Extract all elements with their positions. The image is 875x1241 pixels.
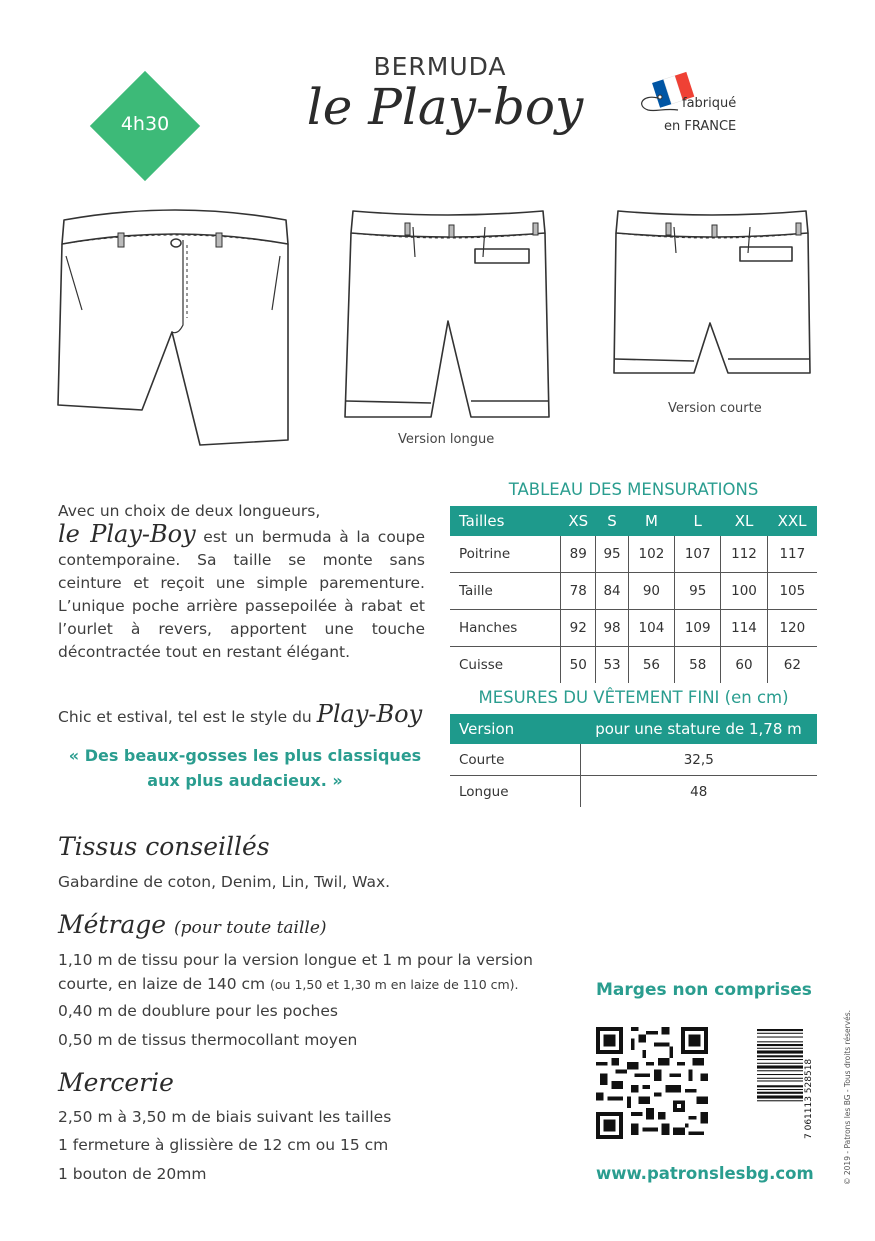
measurement-value: 62	[783, 657, 801, 673]
measurement-value: 90	[628, 573, 674, 610]
barcode-bar	[757, 1100, 803, 1101]
measurement-value: 53	[596, 647, 628, 684]
yardage-heading-text: Métrage	[58, 910, 167, 939]
style-line-brand: Play-Boy	[316, 700, 423, 728]
version-name: Courte	[450, 744, 580, 776]
size-header-cell: S	[596, 506, 628, 536]
size-table-row	[450, 573, 817, 610]
measurement-value: 89	[561, 536, 596, 573]
yardage-heading	[58, 910, 327, 939]
finished-length-value: 32,5	[580, 744, 817, 776]
yardage-line2-main: courte, en laize de 140 cm	[58, 975, 271, 993]
finished-header-cell: pour une stature de 1,78 m	[580, 714, 817, 744]
size-table-title: TABLEAU DES MENSURATIONS	[508, 480, 759, 499]
barcode-bar	[757, 1074, 803, 1075]
seam-allowance-note: Marges non comprises	[596, 980, 812, 1000]
measurement-value: 112	[721, 536, 767, 573]
measurement-value: 120	[767, 610, 817, 647]
tagline-quote	[60, 743, 430, 793]
barcode-bar	[757, 1080, 803, 1081]
yardage-heading-note: (pour toute taille)	[174, 918, 327, 938]
barcode-bar	[757, 1041, 803, 1042]
finished-header-cell: Version	[450, 714, 580, 744]
barcode-bar	[757, 1065, 803, 1068]
size-header-label: Tailles	[450, 506, 561, 536]
finished-table-title: MESURES DU VÊTEMENT FINI (en cm)	[478, 688, 789, 707]
size-header-cell: XXL	[767, 506, 817, 536]
brand-name: le Play-Boy	[58, 520, 196, 548]
website-link[interactable]: www.patronslesbg.com	[596, 1164, 814, 1183]
made-in-country: en FRANCE	[664, 119, 737, 134]
measurement-name: Poitrine	[450, 536, 561, 573]
size-table	[450, 506, 817, 683]
barcode-bar	[757, 1085, 803, 1087]
measurement-value: 107	[675, 536, 721, 573]
measurement-value: 78	[561, 573, 596, 610]
measurement-value: 102	[628, 536, 674, 573]
style-line-text: Chic et estival, tel est le style du	[58, 708, 317, 726]
measurement-value: 98	[596, 610, 628, 647]
notions-line2: 1 fermeture à glissière de 12 cm ou 15 cm	[58, 1136, 389, 1154]
pattern-title: le Play-boy	[306, 78, 584, 136]
yardage-line1: 1,10 m de tissu pour la version longue et 1 m pour la version	[58, 951, 533, 969]
barcode-bar	[757, 1033, 803, 1034]
barcode-bar	[757, 1050, 803, 1053]
measurement-value: 60	[721, 647, 767, 684]
barcode-bar	[757, 1037, 803, 1038]
barcode-bar	[757, 1044, 803, 1046]
size-header-cell: M	[628, 506, 674, 536]
barcode-bar	[757, 1095, 803, 1098]
finished-table-row	[450, 744, 817, 776]
yardage-line2-note: (ou 1,50 et 1,30 m en laize de 110 cm).	[270, 977, 519, 992]
notions-line3: 1 bouton de 20mm	[58, 1165, 207, 1183]
size-header-cell: XS	[561, 506, 596, 536]
copyright-notice: © 2019 - Patrons les BG - Tous droits réservés.	[843, 1009, 852, 1185]
notions-heading: Mercerie	[58, 1068, 174, 1097]
size-header-cell: L	[675, 506, 721, 536]
barcode-number: 7 061113 528518	[804, 1058, 814, 1139]
measurement-value: 114	[721, 610, 767, 647]
barcode-bar	[757, 1078, 803, 1079]
finished-measurements-table	[450, 714, 817, 807]
description	[58, 500, 425, 664]
measurement-value: 58	[675, 647, 721, 684]
fabrics-text: Gabardine de coton, Denim, Lin, Twil, Wax.	[58, 873, 391, 891]
measurement-value: 109	[675, 610, 721, 647]
measurement-name: Taille	[450, 573, 561, 610]
measurement-value: 117	[767, 536, 817, 573]
measurement-value: 50	[561, 647, 596, 684]
measurement-value: 105	[767, 573, 817, 610]
measurement-name: Hanches	[450, 610, 561, 647]
size-table-row	[450, 647, 817, 684]
finished-length-value: 48	[690, 783, 708, 800]
yardage-line3: 0,40 m de doublure pour les poches	[58, 1002, 338, 1020]
measurement-value: 104	[628, 610, 674, 647]
size-table-header	[450, 506, 817, 536]
long-version-caption: Version longue	[398, 432, 495, 447]
barcode-bar	[757, 1092, 803, 1094]
barcode-bar	[757, 1070, 803, 1071]
front-view-drawing	[50, 200, 300, 450]
measurement-value: 56	[628, 647, 674, 684]
yardage-line2	[58, 975, 519, 993]
yardage-line4: 0,50 m de tissus thermocollant moyen	[58, 1031, 358, 1049]
measurement-value: 95	[596, 536, 628, 573]
quote-line1: « Des beaux-gosses les plus classiques	[68, 746, 422, 765]
back-view-short-drawing	[610, 205, 815, 380]
back-view-long-drawing	[343, 205, 553, 425]
barcode-bar	[757, 1089, 803, 1090]
size-header-cell: XL	[721, 506, 767, 536]
short-version-caption: Version courte	[668, 401, 762, 416]
measurement-value: 100	[721, 573, 767, 610]
barcode-bar	[757, 1029, 803, 1031]
time-badge-label: 4h30	[120, 113, 170, 135]
description-body: est un bermuda à la coupe contemporaine. Sa taille se monte sans ceinture et reçoit une simple parementure. L’unique poche arrière passepoilée à rabat et l’ourlet à revers, apportent une touche décontractée tout en restant élégant.	[58, 528, 426, 661]
quote-line2: aux plus audacieux. »	[147, 771, 343, 790]
pattern-subtitle: BERMUDA	[373, 52, 507, 81]
barcode-bar	[757, 1048, 803, 1049]
qr-code-icon[interactable]	[596, 1027, 708, 1139]
size-table-row	[450, 536, 817, 573]
measurement-value: 84	[596, 573, 628, 610]
size-table-row	[450, 610, 817, 647]
notions-line1: 2,50 m à 3,50 m de biais suivant les tailles	[58, 1108, 392, 1126]
measurement-name: Cuisse	[450, 647, 561, 684]
fabrics-heading: Tissus conseillés	[58, 832, 270, 861]
barcode-bar	[757, 1055, 803, 1057]
version-name: Longue	[450, 776, 580, 808]
made-in-label: fabriqué	[682, 96, 737, 111]
barcode-bar	[757, 1063, 803, 1064]
measurement-value: 95	[675, 573, 721, 610]
barcode-icon	[757, 1027, 819, 1141]
style-line	[58, 700, 428, 728]
finished-table-row	[450, 776, 817, 808]
description-line1: Avec un choix de deux longueurs,	[58, 502, 321, 520]
barcode-bar	[757, 1059, 803, 1060]
measurement-value: 92	[561, 610, 596, 647]
finished-table-header	[450, 714, 817, 744]
